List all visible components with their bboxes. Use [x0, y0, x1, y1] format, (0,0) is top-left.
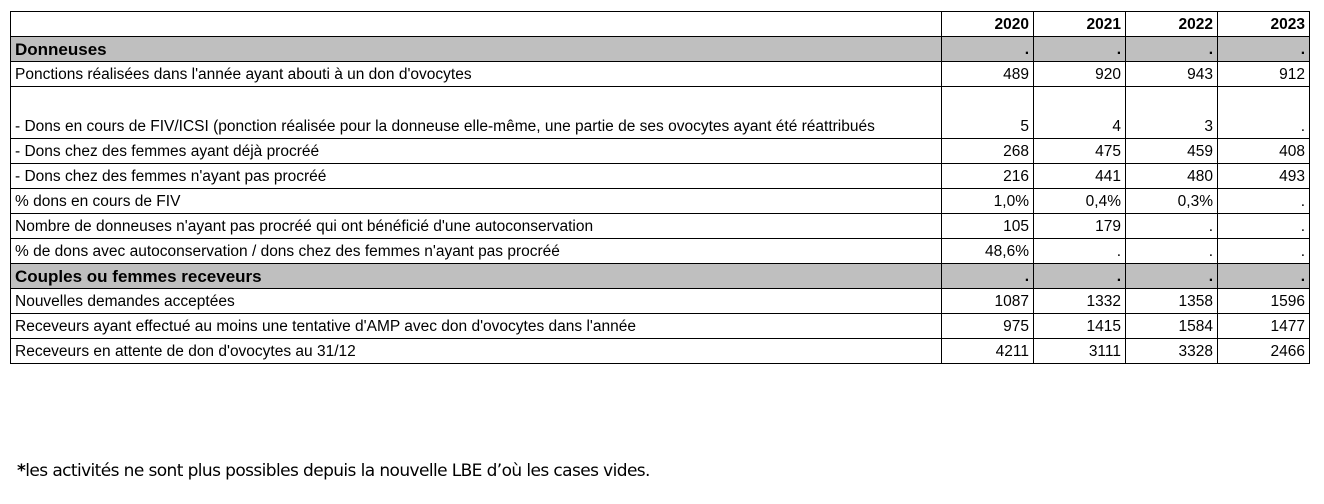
row-label: - Dons chez des femmes n'ayant pas procréé [11, 164, 942, 189]
cell-value: 4211 [942, 339, 1034, 364]
table-row [11, 189, 1310, 214]
cell-value: 408 [1218, 139, 1310, 164]
section-title: Donneuses [11, 37, 942, 62]
row-label: Nombre de donneuses n'ayant pas procréé qui ont bénéficié d'une autoconservation [11, 214, 942, 239]
cell-value: 1415 [1034, 314, 1126, 339]
cell-value: 912 [1218, 62, 1310, 87]
footnote-star: * [17, 461, 26, 481]
cell-value: . [1218, 214, 1310, 239]
cell-value: 3111 [1034, 339, 1126, 364]
section-cell: . [1126, 264, 1218, 289]
section-header-receveurs [11, 264, 1310, 289]
section-cell: . [942, 264, 1034, 289]
cell-value: 5 [942, 87, 1034, 139]
table-row [11, 239, 1310, 264]
cell-value: . [1218, 239, 1310, 264]
cell-value: . [1126, 214, 1218, 239]
row-label: Ponctions réalisées dans l'année ayant abouti à un don d'ovocytes [11, 62, 942, 87]
cell-value: 1477 [1218, 314, 1310, 339]
table-row [11, 289, 1310, 314]
cell-value: 920 [1034, 62, 1126, 87]
row-label: - Dons en cours de FIV/ICSI (ponction réalisée pour la donneuse elle-même, une partie de ses ovocytes ayant été réattribués [11, 87, 942, 139]
cell-value: 441 [1034, 164, 1126, 189]
cell-value: 4 [1034, 87, 1126, 139]
cell-value: . [1034, 239, 1126, 264]
cell-value: 0,3% [1126, 189, 1218, 214]
year-header: 2021 [1034, 12, 1126, 37]
cell-value: 216 [942, 164, 1034, 189]
cell-value: 489 [942, 62, 1034, 87]
cell-value: 975 [942, 314, 1034, 339]
row-label: % dons en cours de FIV [11, 189, 942, 214]
table-row [11, 214, 1310, 239]
cell-value: 480 [1126, 164, 1218, 189]
cell-value: 475 [1034, 139, 1126, 164]
section-cell: . [1034, 264, 1126, 289]
section-header-donneuses [11, 37, 1310, 62]
cell-value: 268 [942, 139, 1034, 164]
section-cell: . [1218, 264, 1310, 289]
row-label: % de dons avec autoconservation / dons chez des femmes n'ayant pas procréé [11, 239, 942, 264]
cell-value: 1584 [1126, 314, 1218, 339]
cell-value: . [1218, 189, 1310, 214]
year-header: 2022 [1126, 12, 1218, 37]
header-empty-cell [11, 12, 942, 37]
year-header: 2020 [942, 12, 1034, 37]
cell-value: 3328 [1126, 339, 1218, 364]
cell-value: 105 [942, 214, 1034, 239]
section-title: Couples ou femmes receveurs [11, 264, 942, 289]
footnote-text: les activités ne sont plus possibles depuis la nouvelle LBE d’où les cases vides. [25, 461, 650, 481]
cell-value: 2466 [1218, 339, 1310, 364]
footnote [17, 461, 650, 481]
table-row [11, 87, 1310, 139]
section-cell: . [1126, 37, 1218, 62]
cell-value: 48,6% [942, 239, 1034, 264]
row-label: Receveurs en attente de don d'ovocytes au 31/12 [11, 339, 942, 364]
header-row [11, 12, 1310, 37]
cell-value: 1087 [942, 289, 1034, 314]
cell-value: . [1126, 239, 1218, 264]
table-row [11, 164, 1310, 189]
table-row [11, 62, 1310, 87]
cell-value: 1596 [1218, 289, 1310, 314]
cell-value: 493 [1218, 164, 1310, 189]
year-header: 2023 [1218, 12, 1310, 37]
data-table [10, 11, 1310, 364]
section-cell: . [1218, 37, 1310, 62]
table-row [11, 139, 1310, 164]
cell-value: 3 [1126, 87, 1218, 139]
table-row [11, 314, 1310, 339]
cell-value: 1,0% [942, 189, 1034, 214]
section-cell: . [942, 37, 1034, 62]
cell-value: 0,4% [1034, 189, 1126, 214]
row-label: Receveurs ayant effectué au moins une tentative d'AMP avec don d'ovocytes dans l'année [11, 314, 942, 339]
cell-value: 459 [1126, 139, 1218, 164]
row-label: Nouvelles demandes acceptées [11, 289, 942, 314]
section-cell: . [1034, 37, 1126, 62]
table-row [11, 339, 1310, 364]
cell-value: 179 [1034, 214, 1126, 239]
row-label: - Dons chez des femmes ayant déjà procréé [11, 139, 942, 164]
cell-value: . [1218, 87, 1310, 139]
cell-value: 1332 [1034, 289, 1126, 314]
cell-value: 943 [1126, 62, 1218, 87]
cell-value: 1358 [1126, 289, 1218, 314]
